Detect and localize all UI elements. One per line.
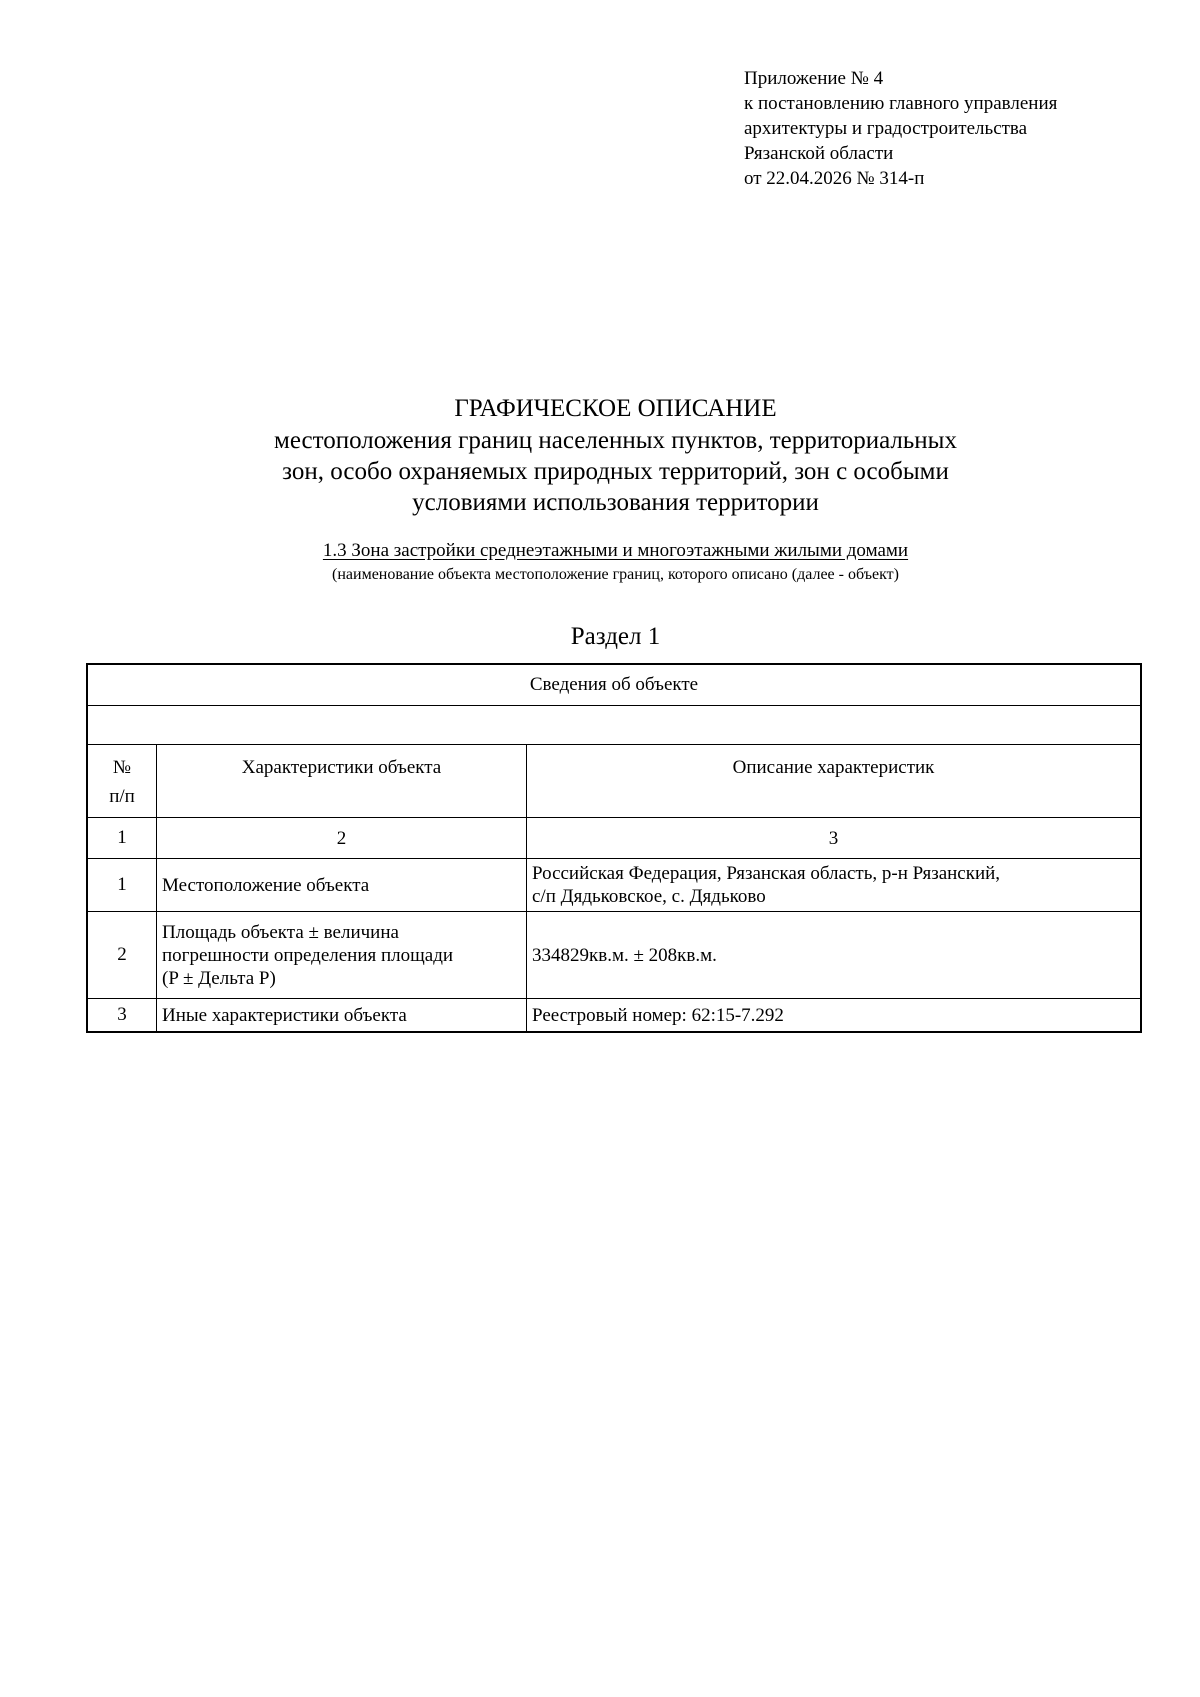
header-description: Описание характеристик	[527, 745, 1142, 818]
row-description: Реестровый номер: 62:15-7.292	[527, 999, 1142, 1033]
column-number: 2	[157, 818, 527, 859]
table-header-row	[87, 745, 1141, 818]
object-caption: (наименование объекта местоположение границ, которого описано (далее - объект)	[332, 566, 899, 583]
appendix-authority: архитектуры и градостроительства	[744, 118, 1028, 139]
row-number: 2	[87, 912, 157, 999]
object-name-text: 1.3 Зона застройки среднеэтажными и многоэтажными жилыми домами	[322, 540, 909, 561]
object-info-table	[86, 663, 1142, 1033]
appendix-number: Приложение № 4	[744, 68, 884, 89]
description-line: Российская Федерация, Рязанская область, р-н Рязанский,	[532, 863, 1001, 884]
header-number-line: №	[112, 757, 132, 778]
header-number-line: п/п	[109, 786, 135, 807]
appendix-region: Рязанской области	[744, 143, 894, 164]
object-name	[0, 540, 1200, 562]
table-caption: Сведения об объекте	[87, 664, 1141, 706]
characteristic-line: (P ± Дельта P)	[162, 967, 276, 989]
section-title: Раздел 1	[570, 623, 661, 650]
row-characteristic: Местоположение объекта	[157, 859, 527, 912]
description-line: с/п Дядьковское, с. Дядьково	[532, 886, 766, 907]
column-number: 3	[527, 818, 1142, 859]
row-number: 1	[87, 859, 157, 912]
table-row	[87, 912, 1141, 999]
header-number	[87, 745, 157, 818]
row-characteristic	[157, 912, 527, 999]
row-description	[527, 859, 1142, 912]
table-blank-row	[87, 706, 1141, 745]
row-number: 3	[87, 999, 157, 1033]
blank-cell	[87, 706, 1141, 745]
characteristic-line: Площадь объекта ± величина	[162, 921, 399, 943]
title-block	[0, 393, 1200, 585]
subtitle-line: зон, особо охраняемых природных территорий, зон с особыми	[282, 458, 949, 485]
document-title: ГРАФИЧЕСКОЕ ОПИСАНИЕ	[454, 395, 777, 422]
appendix-reference: к постановлению главного управления	[744, 93, 1058, 114]
table-row	[87, 999, 1141, 1033]
table-row	[87, 859, 1141, 912]
appendix-date: от 22.04.2026 № 314-п	[744, 168, 925, 189]
subtitle-line: условиями использования территории	[412, 489, 819, 516]
row-characteristic: Иные характеристики объекта	[157, 999, 527, 1033]
header-characteristics: Характеристики объекта	[157, 745, 527, 818]
characteristic-line: погрешности определения площади	[162, 944, 454, 966]
column-number: 1	[87, 818, 157, 859]
document-subtitle	[0, 425, 1200, 518]
table-caption-row	[87, 664, 1141, 706]
column-number-row	[87, 818, 1141, 859]
row-description: 334829кв.м. ± 208кв.м.	[527, 912, 1142, 999]
subtitle-line: местоположения границ населенных пунктов, территориальных	[274, 427, 957, 454]
appendix-header	[744, 66, 1057, 191]
